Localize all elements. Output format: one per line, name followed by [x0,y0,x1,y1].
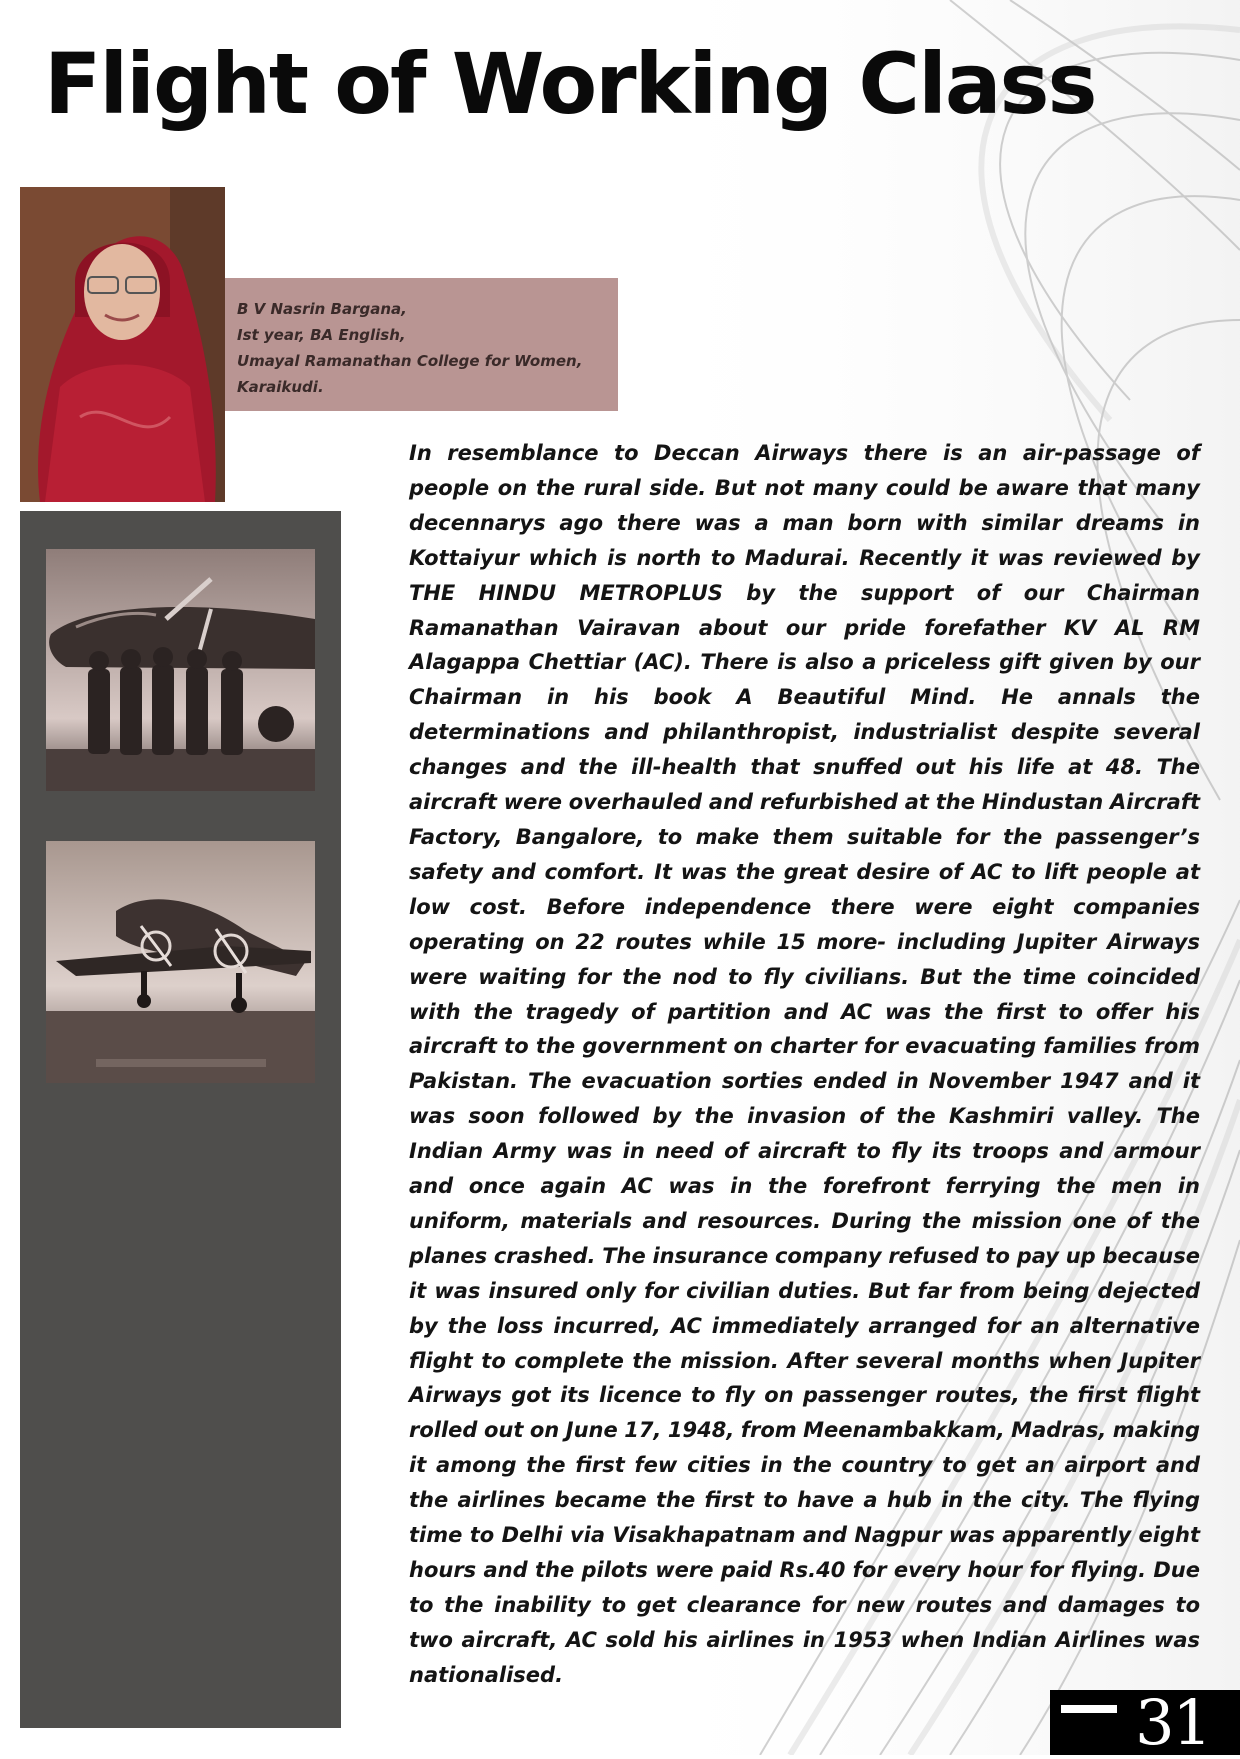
article-body: In resemblance to Deccan Airways there is an air-passage of people on the rural side. But not many could be aware that many decennarys ago there was a man born with similar dreams in Kottaiyur which is north to Madurai. Recently it was reviewed by THE HINDU METROPLUS by the support of our Chairman Ramanathan Vairavan about our pride forefather KV AL RM Alagappa Chettiar (AC). There is also a priceless gift given by our Chairman in his book A Beautiful Mind. He annals the determinations and philanthropist, industrialist despite several changes and the ill-health that snuffed out his life at 48. The aircraft were overhauled and refurbished at the Hindustan Aircraft Factory, Bangalore, to make them suitable for the passenger’s safety and comfort. It was the great desire of AC to lift people at low cost. Before independence there were eight companies operating on 22 routes while 15 more- including Jupiter Airways were waiting for the nod to fly civilians. But the time coincided with the tragedy of partition and AC was the first to offer his aircraft to the government on charter for evacuating families from Pakistan. The evacuation sorties ended in November 1947 and it was soon followed by the invasion of the Kashmiri valley. The Indian Army was in need of aircraft to fly its troops and armour and once again AC was in the forefront ferrying the men in uniform, materials and resources. During the mission one of the planes crashed. The insurance company refused to pay up because it was insured only for civilian duties. But far from being dejected by the loss incurred, AC immediately arranged for an alternative flight to complete the mission. After several months when Jupiter Airways got its licence to fly on passenger routes, the first flight rolled out on June 17, 1948, from Meenambakkam, Madras, making it among the first few cities in the country to get an airport and the airlines became the first to have a hub in the city. The flying time to Delhi via Visakhapatnam and Nagpur was apparently eight hours and the pilots were paid Rs.40 for every hour for flying. Due to the inability to get clearance for new routes and damages to two aircraft, AC sold his airlines in 1953 when Indian Airlines was nationalised. [409,441,1200,1687]
author-caption [225,278,618,411]
author-photo [20,187,225,502]
author-name: B V Nasrin Bargana, [237,300,407,318]
aircraft-runway-photo [46,841,315,1083]
page-title: Flight of Working Class [44,35,1096,133]
page-number-block [1050,1685,1240,1759]
author-college: Umayal Ramanathan College for Women, [237,352,583,370]
page-number: 31 [1135,1685,1210,1759]
aircraft-crew-photo [46,549,315,791]
page-dash [1061,1705,1117,1713]
author-city: Karaikudi. [237,378,324,396]
author-year: Ist year, BA English, [237,326,406,344]
